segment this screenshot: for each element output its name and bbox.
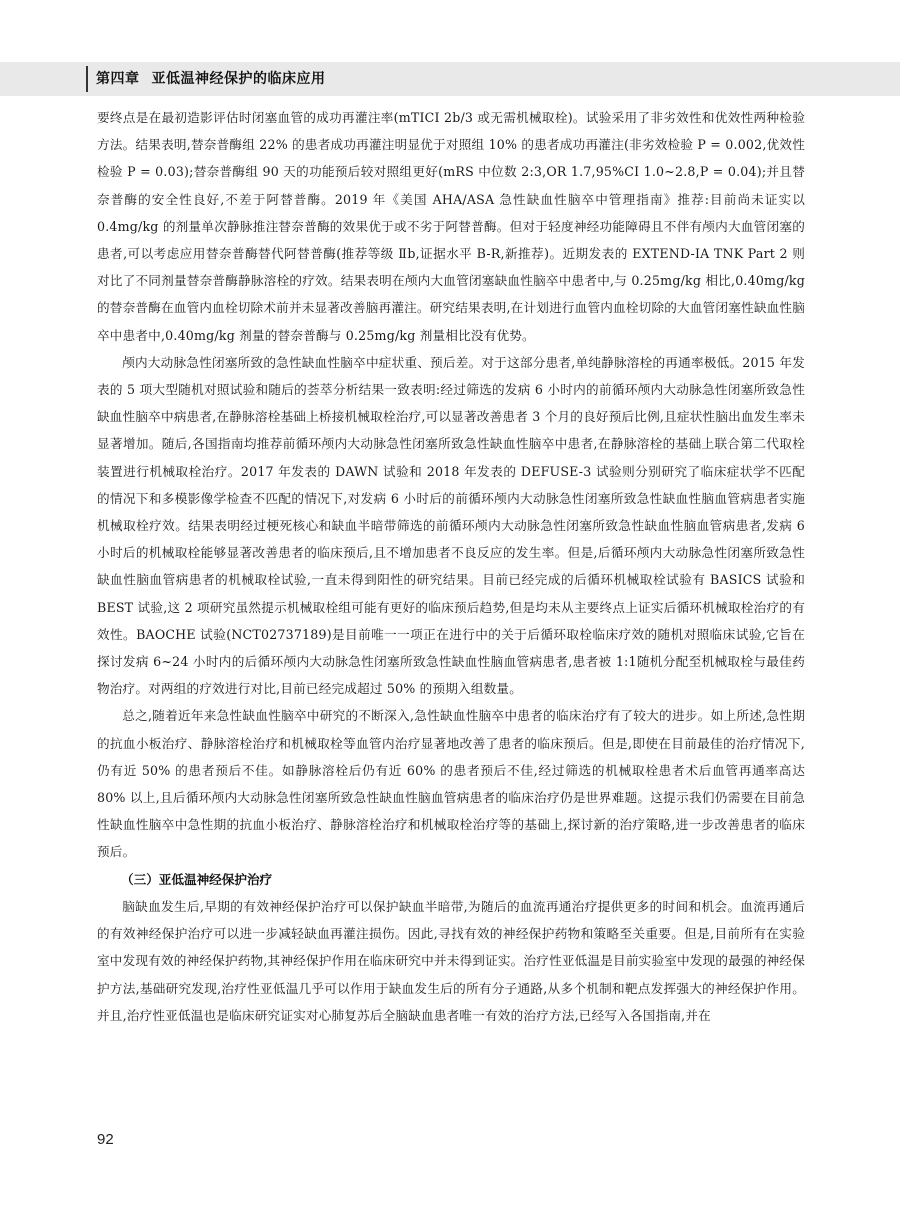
paragraph-3: 总之,随着近年来急性缺血性脑卒中研究的不断深入,急性缺血性脑卒中患者的临床治疗有了较大的进步。如上所述,急性期的抗血小板治疗、静脉溶栓治疗和机械取栓等血管内治疗显著地改善了患者的临床预后。但是,即使在目前最佳的治疗情况下,仍有近 50% 的患者预后不佳。如静脉溶栓后仍有近 60% 的患者预后不佳,经过筛选的机械取栓患者术后血管再通率高达 80% 以上,且后循环颅内大动脉急性闭塞所致急性缺血性脑血管病患者的临床治疗仍是世界难题。这提示我们仍需要在目前急性缺血性脑卒中急性期的抗血小板治疗、静脉溶栓治疗和机械取栓治疗等的基础上,探讨新的治疗策略,进一步改善患者的临床预后。: [97, 708, 805, 860]
header-separator: [86, 66, 88, 92]
paragraph-4: 脑缺血发生后,早期的有效神经保护治疗可以保护缺血半暗带,为随后的血流再通治疗提供更多的时间和机会。血流再通后的有效神经保护治疗可以进一步减轻缺血再灌注损伤。因此,寻找有效的神经保护药物和策略至关重要。但是,目前所有在实验室中发现有效的神经保护药物,其神经保护作用在临床研究中并未得到证实。治疗性亚低温是目前实验室中发现的最强的神经保护方法,基础研究发现,治疗性亚低温几乎可以作用于缺血发生后的所有分子通路,从多个机制和靶点发挥强大的神经保护作用。并且,治疗性亚低温也是临床研究证实对心肺复苏后全脑缺血患者唯一有效的治疗方法,已经写入各国指南,并在: [97, 898, 805, 1023]
page-number: 92: [97, 1131, 114, 1148]
running-header: [96, 68, 326, 88]
paragraph-1: 要终点是在最初造影评估时闭塞血管的成功再灌注率(mTICI 2b/3 或无需机械取栓)。试验采用了非劣效性和优效性两种检验方法。结果表明,替奈普酶组 22% 的患者成功再灌注明显优于对照组 10% 的患者成功再灌注(非劣效检验 P = 0.002,优效性检验 P = 0.03);替奈普酶组 90 天的功能预后较对照组更好(mRS 中位数 2:3,OR 1.7,95%CI 1.0~2.8,P = 0.04);并且替奈普酶的安全性良好,不差于阿替普酶。2019 年《美国 AHA/ASA 急性缺血性脑卒中管理指南》推荐:目前尚未证实以 0.4mg/kg 的剂量单次静脉推注替奈普酶的效果优于或不劣于阿替普酶。但对于轻度神经功能障碍且不伴有颅内大血管闭塞的患者,可以考虑应用替奈普酶替代阿替普酶(推荐等级 Ⅱb,证据水平 B-R,新推荐)。近期发表的 EXTEND-IA TNK Part 2 则对比了不同剂量替奈普酶静脉溶栓的疗效。结果表明在颅内大血管闭塞缺血性脑卒中患者中,与 0.25mg/kg 相比,0.40mg/kg 的替奈普酶在血管内血栓切除术前并未显著改善脑再灌注。研究结果表明,在计划进行血管内血栓切除的大血管闭塞性缺血性脑卒中患者中,0.40mg/kg 剂量的替奈普酶与 0.25mg/kg 剂量相比没有优势。: [97, 110, 805, 343]
chapter-label: 第四章: [96, 71, 140, 87]
chapter-title: 亚低温神经保护的临床应用: [151, 71, 326, 87]
paragraph-2: 颅内大动脉急性闭塞所致的急性缺血性脑卒中症状重、预后差。对于这部分患者,单纯静脉溶栓的再通率极低。2015 年发表的 5 项大型随机对照试验和随后的荟萃分析结果一致表明:经过筛选的发病 6 小时内的前循环颅内大动脉急性闭塞所致急性缺血性脑卒中病患者,在静脉溶栓基础上桥接机械取栓治疗,可以显著改善患者 3 个月的良好预后比例,且症状性脑出血发生率未显著增加。随后,各国指南均推荐前循环颅内大动脉急性闭塞所致急性缺血性脑卒中患者,在静脉溶栓的基础上联合第二代取栓装置进行机械取栓治疗。2017 年发表的 DAWN 试验和 2018 年发表的 DEFUSE-3 试验则分别研究了临床症状学不匹配的情况下和多模影像学检查不匹配的情况下,对发病 6 小时后的前循环颅内大动脉急性闭塞所致急性缺血性脑血管病患者实施机械取栓疗效。结果表明经过梗死核心和缺血半暗带筛选的前循环颅内大动脉急性闭塞所致急性缺血性脑血管病患者,发病 6 小时后的机械取栓能够显著改善患者的临床预后,且不增加患者不良反应的发生率。但是,后循环颅内大动脉急性闭塞所致急性缺血性脑血管病患者的机械取栓试验,一直未得到阳性的研究结果。目前已经完成的后循环机械取栓试验有 BASICS 试验和 BEST 试验,这 2 项研究虽然提示机械取栓组可能有更好的临床预后趋势,但是均未从主要终点上证实后循环机械取栓治疗的有效性。BAOCHE 试验(NCT02737189)是目前唯一一项正在进行中的关于后循环取栓临床疗效的随机对照临床试验,它旨在探讨发病 6~24 小时内的后循环颅内大动脉急性闭塞所致急性缺血性脑血管病患者,患者被 1:1随机分配至机械取栓与最佳药物治疗。对两组的疗效进行对比,目前已经完成超过 50% 的预期入组数量。: [97, 354, 806, 697]
page-body: [97, 104, 805, 1029]
section-heading: （三）亚低温神经保护治疗: [121, 871, 273, 887]
